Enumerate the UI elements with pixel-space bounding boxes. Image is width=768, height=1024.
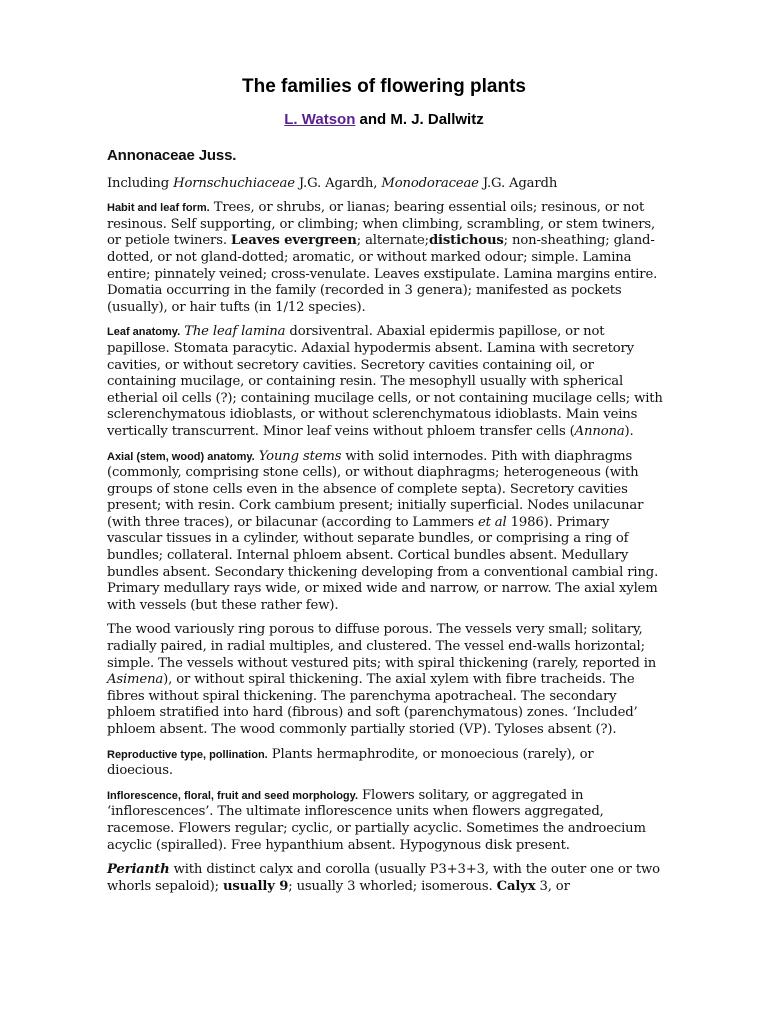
inflorescence-text: Flowers solitary, or aggregated in ‘inflorescences’. The ultimate inflorescence units when flowers aggregated, racemose. Flowers regular; cyclic, or partially acyclic. Sometimes the androecium acyclic (spiralled). Free hypanthium absent. Hypogynous disk present. [107,787,646,853]
axial-text-2: 1986). Primary vascular tissues in a cylinder, without separate bundles, or comprising a ring of bundles; collateral. Internal phloem absent. Cortical bundles absent. Medullary bundles absent. Secondary thickening developing from a conventional cambial ring. Primary medullary rays wide, or mixed wide and narrow, or narrow. The axial xylem with vessels (but these rather few). [107,514,659,613]
axial-anatomy-heading: Axial (stem, wood) anatomy. [107,450,255,463]
leaf-text-2: ). [624,423,634,439]
axial-italic-1: Young stems [254,448,342,464]
perianth-text: with distinct calyx and corolla (usually P3+3+3, with the outer one or two whorls sepaloid); [107,862,660,894]
description-body [107,148,663,903]
leaf-italic-2: Annona [574,423,625,439]
author-link[interactable]: L. Watson [284,111,356,128]
reproductive-paragraph [107,747,663,780]
habit-paragraph [107,200,663,316]
habit-bold-1: Leaves evergreen [230,233,357,249]
perianth-heading: Perianth [107,862,170,878]
perianth-paragraph [107,862,663,895]
leaf-italic-1: The leaf lamina [180,324,286,340]
authors-rest: and M. J. Dallwitz [355,111,484,128]
authors-line [0,111,768,128]
wood-paragraph [107,622,663,738]
leaf-anatomy-paragraph [107,324,663,440]
including-text-3: J.G. Agardh [478,175,558,191]
synonym-2: Monodoraceae [381,175,479,191]
including-line [107,176,663,193]
wood-italic-1: Asimena [107,672,164,688]
habit-text: Trees, or shrubs, or lianas; bearing essential oils; resinous, or not resinous. Self supporting, or climbing; when climbing, scrambling, or stem twiners, or petiole twiners. [107,200,656,249]
habit-text-2: ; alternate; [356,233,429,249]
reproductive-text: Plants hermaphrodite, or monoecious (rarely), or dioecious. [107,746,594,779]
leaf-text: dorsiventral. Abaxial epidermis papillose, or not papillose. Stomata paracytic. Adaxial hypodermis absent. Lamina with secretory cavities, or without secretory cavities. Secretory cavities containing oil, or containing mucilage, or containing resin. The mesophyll usually with spherical etherial oil cells (?); containing mucilage cells, or not containing mucilage cells; with sclerenchymatous idioblasts, or without sclerenchymatous idioblasts. Main veins vertically transcurrent. Minor leaf veins without phloem transfer cells ( [107,324,663,439]
perianth-bold-1: usually 9 [222,878,289,894]
including-text: Including [107,175,174,191]
synonym-1: Hornschuchiaceae [173,175,295,191]
habit-heading: Habit and leaf form. [107,202,210,215]
perianth-bold-2: Calyx [496,878,536,894]
wood-text-2: ), or without spiral thickening. The axial xylem with fibre tracheids. The fibres without spiral thickening. The parenchyma apotracheal. The secondary phloem stratified into hard (fibrous) and soft (parenchymatous) zones. ‘Included’ phloem absent. The wood commonly partially storied (VP). Tyloses absent (?). [107,672,638,737]
wood-text: The wood variously ring porous to diffuse porous. The vessels very small; solitary, radially paired, in radial multiples, and clustered. The vessel end-walls horizontal; simple. The vessels without vestured pits; with spiral thickening (rarely, reported in [107,622,657,671]
including-text-2: J.G. Agardh, [294,175,382,191]
inflorescence-paragraph [107,788,663,854]
inflorescence-heading: Inflorescence, floral, fruit and seed morphology. [107,789,359,802]
family-heading: Annonaceae Juss. [107,147,237,164]
reproductive-heading: Reproductive type, pollination. [107,748,268,761]
axial-text: with solid internodes. Pith with diaphragms (commonly, comprising stone cells), or without diaphragms; heterogeneous (with groups of stone cells even in the absence of complete septa). Secretory cavities present; with resin. Cork cambium present; initially superficial. Nodes unilacunar (with three traces), or bilacunar (according to Lammers [107,448,644,530]
habit-bold-2: distichous [428,233,504,249]
axial-italic-2: et al [477,514,507,530]
leaf-anatomy-heading: Leaf anatomy. [107,326,181,339]
axial-anatomy-paragraph [107,449,663,615]
perianth-text-3: 3, or [535,878,570,894]
perianth-text-2: ; usually 3 whorled; isomerous. [288,878,497,894]
page-title: The families of flowering plants [242,76,526,97]
habit-text-3: ; non-sheathing; gland-dotted, or not gland-dotted; aromatic, or without marked odour; simple. Lamina entire; pinnately veined; cross-venulate. Leaves exstipulate. Lamina margins entire. Domatia occurring in the family (recorded in 3 genera); manifested as pockets (usually), or hair tufts (in 1/12 species). [107,233,658,315]
